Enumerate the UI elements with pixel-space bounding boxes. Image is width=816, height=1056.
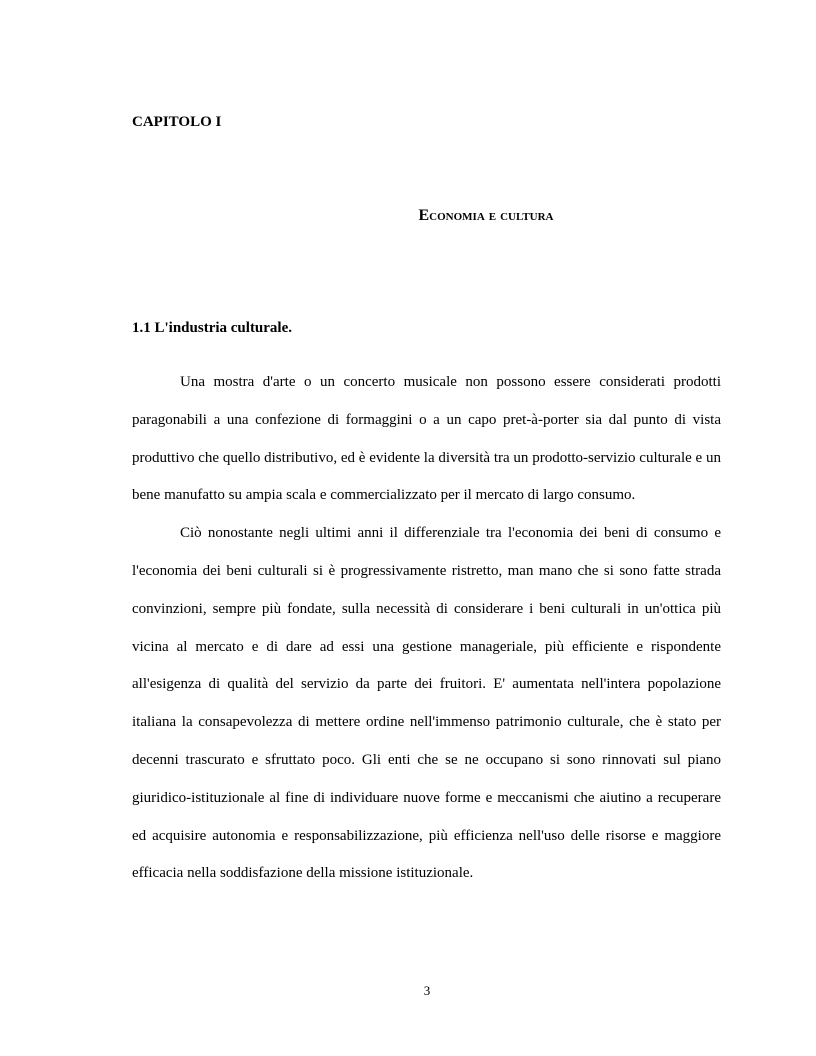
paragraph-1: Una mostra d'arte o un concerto musicale non possono essere considerati prodotti paragonabili a una confezione di formaggini o a un capo pret-à-porter sia dal punto di vista produttivo che quello distributivo, ed è evidente la diversità tra un prodotto-servizio culturale e un bene manufatto su ampia scala e commercializzato per il mercato di largo consumo.: [132, 374, 721, 504]
chapter-title-text: Economia e cultura: [418, 207, 554, 224]
page-number: 3: [423, 983, 431, 998]
chapter-title: [0, 207, 816, 225]
paragraph-2: Ciò nonostante negli ultimi anni il differenziale tra l'economia dei beni di consumo e l'economia dei beni culturali si è progressivamente ristretto, man mano che si sono fatte strada convinzioni, sempre più fondate, sulla necessità di considerare i beni culturali in un'ottica più vicina al mercato e di dare ad essi una gestione manageriale, più efficiente e rispondente all'esigenza di qualità del servizio da parte dei fruitori. E' aumentata nell'intera popolazione italiana la consapevolezza di mettere ordine nell'immenso patrimonio culturale, che è stato per decenni trascurato e sfruttato poco. Gli enti che se ne occupano si sono rinnovati sul piano giuridico-istituzionale al fine di individuare nuove forme e meccanismi che aiutino a recuperare ed acquisire autonomia e responsabilizzazione, più efficienza nell'uso delle risorse e maggiore efficacia nella soddisfazione della missione istituzionale.: [132, 525, 721, 882]
chapter-label: CAPITOLO I: [132, 114, 222, 130]
section-heading: 1.1 L'industria culturale.: [132, 320, 293, 336]
body-text: [132, 364, 721, 893]
